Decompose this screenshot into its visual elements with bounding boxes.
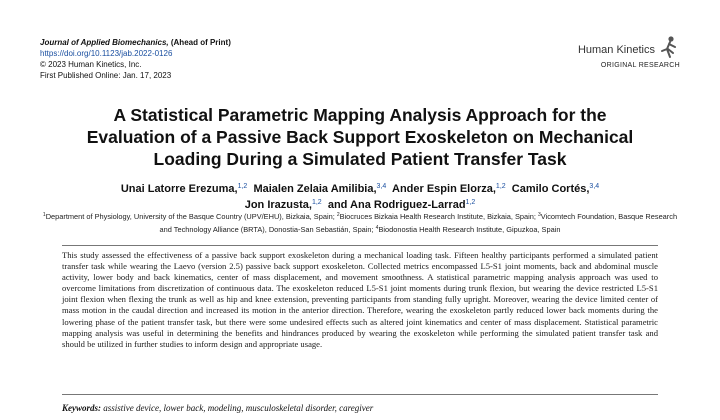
journal-header (40, 37, 231, 81)
publication-date: First Published Online: Jan. 17, 2023 (40, 71, 172, 80)
publisher-name: Human Kinetics (577, 43, 655, 56)
author: Jon Irazusta,$^{1,2}$ (244, 199, 322, 211)
publisher-block (578, 35, 680, 69)
author: Camilo Cortés,$^{3,4}$ (511, 183, 600, 195)
article-category: ORIGINAL RESEARCH (600, 62, 680, 69)
affiliation: Department of Physiology, University of the Basque Country (UPV/EHU), Bizkaia, Spain; (45, 212, 335, 221)
affiliation: Biocruces Bizkaia Health Research Institute, Bizkaia, Spain; (339, 212, 536, 221)
keywords-label: Keywords: (62, 403, 101, 413)
affiliation: Biodonostia Health Research Institute, Gipuzkoa, Spain (378, 224, 561, 234)
author: Maialen Zelaia Amilibia,$^{3,4}$ (253, 183, 387, 195)
author: Ander Espin Elorza,$^{1,2}$ (392, 183, 506, 195)
author: and Ana Rodriguez-Larrad$^{1,2}$ (327, 199, 476, 211)
abstract-text: This study assessed the effectiveness of a passive back support exoskeleton during a mechanical loading task. Fifteen healthy participants performed a simulated patient transfer task while wearing the Laevo (version 2.5) passive back support exoskeleton. Collected metrics encompassed L5-S1 joint moments, back and abdominal muscle activity, lower body and back kinematics, center of mass displacement, and movement smoothness. A statistical parametric mapping analysis approach was used to overcome limitations from discretization of continuous data. The exoskeleton reduced L5-S1 joint moments during trunk flexion, but wearing the device restricted L5-S1 joint flexion when flexing the trunk as well as hip and knee extension, preventing participants from standing fully upright. Moreover, wearing the device limited center of mass motion in the caudal direction and increased its motion in the anterior direction. Therefore, wearing the exoskeleton partly reduced lower back moments during the lowering phase of the patient transfer task, but there were some undesired effects such as altered joint kinematics and center of mass displacement. Statistical parametric mapping analysis was useful in determining the benefits and hindrances produced by wearing the exoskeleton while performing the simulated patient transfer task and should be utilized in further studies to inform design and appropriate usage. (62, 250, 658, 349)
journal-line (40, 37, 231, 48)
title-line: A Statistical Parametric Mapping Analysis Approach for the (113, 105, 607, 125)
author-list (40, 180, 680, 212)
author: Unai Latorre Erezuma,$^{1,2}$ (120, 183, 248, 195)
title-line: Loading During a Simulated Patient Transfer Task (153, 149, 567, 169)
keywords (62, 403, 373, 413)
article-title (40, 104, 680, 170)
keywords-value: assistive device, lower back, modeling, musculoskeletal disorder, caregiver (103, 403, 374, 413)
copyright: © 2023 Human Kinetics, Inc. (40, 60, 142, 69)
human-kinetics-logo-icon (658, 35, 680, 59)
journal-name: Journal of Applied Biomechanics, (40, 38, 169, 47)
journal-status: (Ahead of Print) (170, 38, 231, 47)
abstract-box (62, 245, 658, 395)
title-line: Evaluation of a Passive Back Support Exoskeleton on Mechanical (86, 127, 634, 147)
affiliations: $^1$Department of Physiology, University of the Basque Country (UPV/EHU), Bizkaia, Spain; $^2$Biocruces Bizkaia Health Research Institute, Bizkaia, Spain; $^3$Vicomtech Foundation, Basque Research and Technology Alliance (BRTA), Donostia-San Sebastián, Spain; $^4$Biodonostia Health Research Institute, Gipuzkoa, Spain (42, 212, 678, 234)
affiliation: Vicomtech Foundation, Basque Research and Technology Alliance (BRTA), Donostia-San Sebastián, Spain; (159, 212, 678, 234)
doi-link[interactable]: https://doi.org/10.1123/jab.2022-0126 (40, 49, 173, 58)
